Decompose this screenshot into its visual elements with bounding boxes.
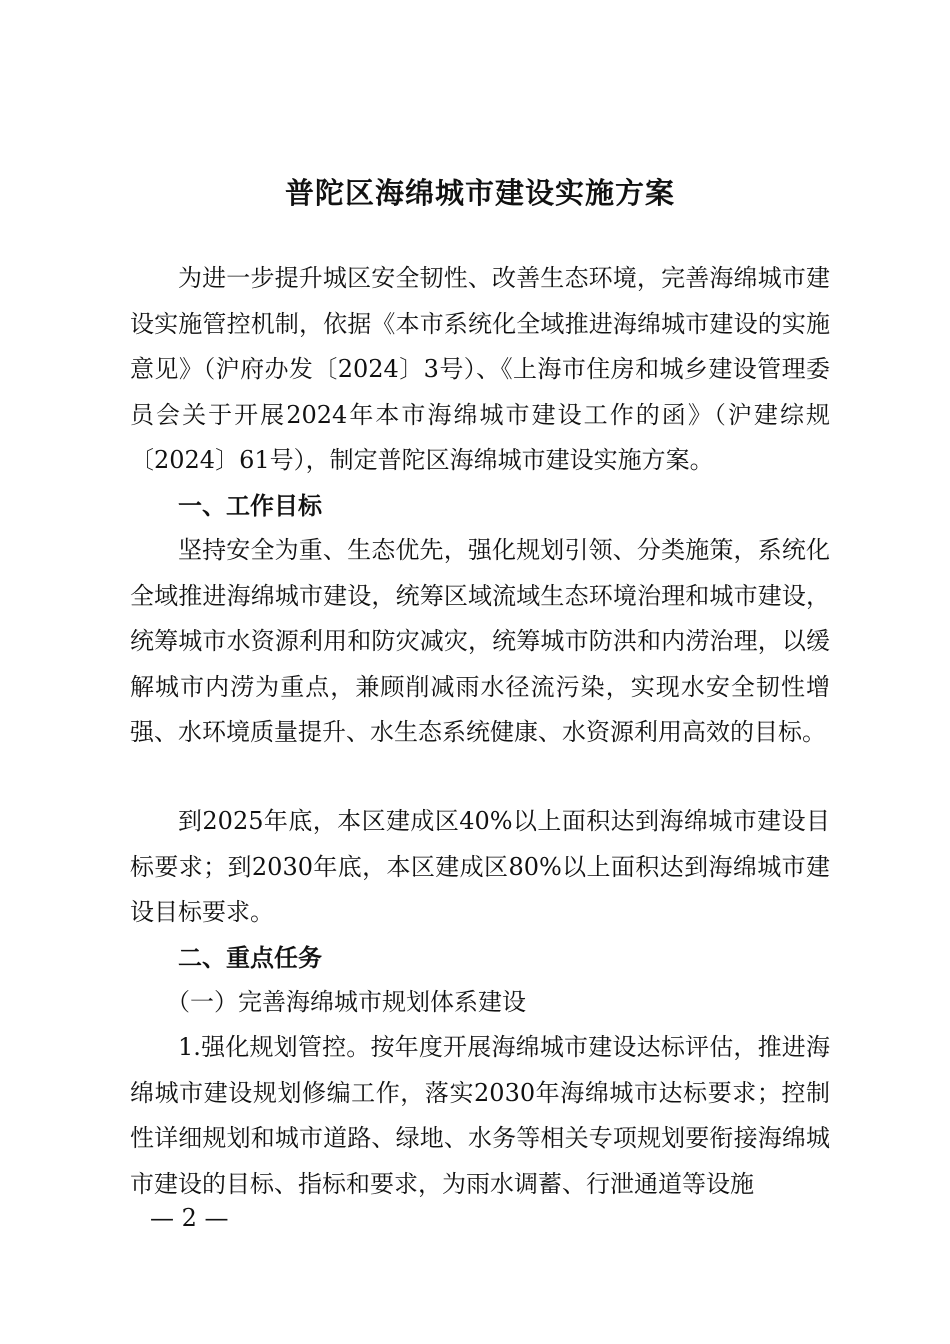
section-heading-tasks: 二、重点任务 [178,943,322,972]
intro-paragraph: 为进一步提升城区安全韧性、改善生态环境，完善海绵城市建设实施管控机制，依据《本市系统化全域推进海绵城市建设的实施意见》（沪府办发〔2024〕3号）、《上海市住房和城乡建设管理委员会关于开展2024年本市海绵城市建设工作的函》（沪建综规〔2024〕61号），制定普陀区海绵城市建设实施方案。 [130,264,830,474]
document-title: 普陀区海绵城市建设实施方案 [284,176,675,210]
page-number: — 2 — [150,1204,229,1232]
goals-paragraph: 坚持安全为重、生态优先，强化规划引领、分类施策，系统化全域推进海绵城市建设，统筹区域流域生态环境治理和城市建设，统筹城市水资源利用和防灾减灾，统筹城市防洪和内涝治理，以缓解城市内涝为重点，兼顾削减雨水径流污染，实现水安全韧性增强、水环境质量提升、水生态系统健康、水资源利用高效的目标。 [130,536,830,746]
document-page [130,0,830,1344]
section-heading-goals: 一、工作目标 [178,491,322,520]
task-item-1: 1.强化规划管控。按年度开展海绵城市建设达标评估，推进海绵城市建设规划修编工作，落实2030年海绵城市达标要求；控制性详细规划和城市道路、绿地、水务等相关专项规划要衔接海绵城市建设的目标、指标和要求，为雨水调蓄、行泄通道等设施 [130,1033,830,1198]
subsection-heading-planning: （一）完善海绵城市规划体系建设 [166,988,526,1016]
targets-paragraph: 到2025年底，本区建成区40%以上面积达到海绵城市建设目标要求；到2030年底，本区建成区80%以上面积达到海绵城市建设目标要求。 [130,807,830,926]
